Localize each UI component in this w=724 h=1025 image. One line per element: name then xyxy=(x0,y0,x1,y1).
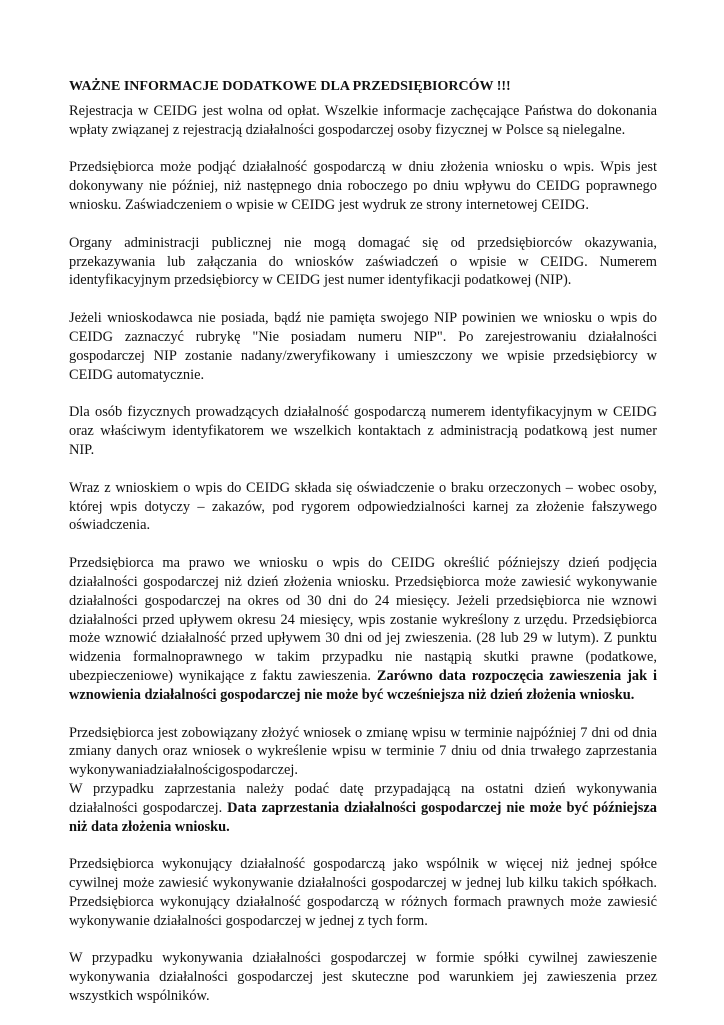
paragraph-change-of-entry xyxy=(69,724,657,837)
cessation-bold-note: Data zaprzestania działalności gospodarczej nie może być późniejsza niż data złożenia wniosku. xyxy=(69,799,657,835)
paragraph-partnership: Przedsiębiorca wykonujący działalność gospodarczą jako wspólnik w więcej niż jednej spółce cywilnej może zawiesić wykonywanie działalności gospodarczej w jednej lub kilku takich spółkach. Przedsiębiorca wykonujący działalność gospodarczą w różnych formach prawnych może zawiesić wykonywanie działalności gospodarczej w jednej z tych form. xyxy=(69,856,657,929)
paragraph-civil-partnership: W przypadku wykonywania działalności gospodarczej w formie spółki cywilnej zawieszenie wykonywania działalności gospodarczej jest skuteczne pod warunkiem jej zawieszenia przez wszystkich wspólników. xyxy=(69,950,657,1005)
paragraph-registration-fee: Rejestracja w CEIDG jest wolna od opłat. Wszelkie informacje zachęcające Państwa do dokonania wpłaty związanej z rejestracją działalności gospodarczej osoby fizycznej w Polsce są nielegalne. xyxy=(69,102,657,138)
suspension-bold-note: Zarówno data rozpoczęcia zawieszenia jak i wznowienia działalności gospodarczej nie może być wcześniejsza niż dzień złożenia wniosku. xyxy=(69,667,657,703)
paragraph-nip-identifier: Dla osób fizycznych prowadzących działalność gospodarczą numerem identyfikacyjnym w CEIDG oraz właściwym identyfikatorem we wszelkich kontaktach z administracją podatkową jest numer NIP. xyxy=(69,404,657,458)
cessation-text: W przypadku zaprzestania należy podać datę przypadającą na ostatni dzień wykonywania działalności gospodarczej. xyxy=(69,780,657,816)
page-title: WAŻNE INFORMACJE DODATKOWE DLA PRZEDSIĘBIORCÓW !!! xyxy=(69,79,511,94)
paragraph-nip-missing: Jeżeli wnioskodawca nie posiada, bądź nie pamięta swojego NIP powinien we wniosku o wpis do CEIDG zaznaczyć rubrykę "Nie posiadam numeru NIP". Po zarejestrowaniu działalności gospodarczej NIP zostanie nadany/zweryfikowany i umieszczony we wpisie przedsiębiorcy w CEIDG automatycznie. xyxy=(69,310,657,383)
paragraph-suspension xyxy=(69,554,657,704)
change-of-entry-text: Przedsiębiorca jest zobowiązany złożyć wniosek o zmianę wpisu w terminie najpóźniej 7 dni od dnia zmiany danych oraz wniosek o wykreślenie wpisu w terminie 7 dniu od dnia trwałego zaprzestania wykonywaniadziałalnościgospodarczej. xyxy=(69,724,657,779)
paragraph-public-administration: Organy administracji publicznej nie mogą domagać się od przedsiębiorców okazywania, przekazywania lub załączania do wniosków zaświadczeń o wpisie w CEIDG. Numerem identyfikacyjnym przedsiębiorcy w CEIDG jest numer identyfikacji podatkowej (NIP). xyxy=(69,234,657,289)
document-page xyxy=(69,78,657,1025)
suspension-text: Przedsiębiorca ma prawo we wniosku o wpis do CEIDG określić późniejszy dzień podjęcia działalności gospodarczej niż dzień złożenia wniosku. Przedsiębiorca może zawiesić wykonywanie działalności gospodarczej na okres od 30 dni do 24 miesięcy. Jeżeli przedsiębiorca nie wznowi działalności przed upływem okresu 24 miesięcy, wpis zostanie wykreślony z urzędu. Przedsiębiorca może wznowić działalność przed upływem 30 dni od jej zwieszenia. (28 lub 29 w lutym). Z punktu widzenia formalnoprawnego w takim przypadku nie nastąpią skutki prawne (podatkowe, ubezpieczeniowe) wynikające z faktu zawieszenia. xyxy=(69,555,657,684)
paragraph-declaration: Wraz z wnioskiem o wpis do CEIDG składa się oświadczenie o braku orzeczonych – wobec osoby, której wpis dotyczy – zakazów, pod rygorem odpowiedzialności karnej za złożenie fałszywego oświadczenia. xyxy=(69,479,657,534)
paragraph-start-activity: Przedsiębiorca może podjąć działalność gospodarczą w dniu złożenia wniosku o wpis. Wpis jest dokonywany nie później, niż następnego dnia roboczego po dniu wpływu do CEIDG poprawnego wniosku. Zaświadczeniem o wpisie w CEIDG jest wydruk ze strony internetowej CEIDG. xyxy=(69,159,657,213)
